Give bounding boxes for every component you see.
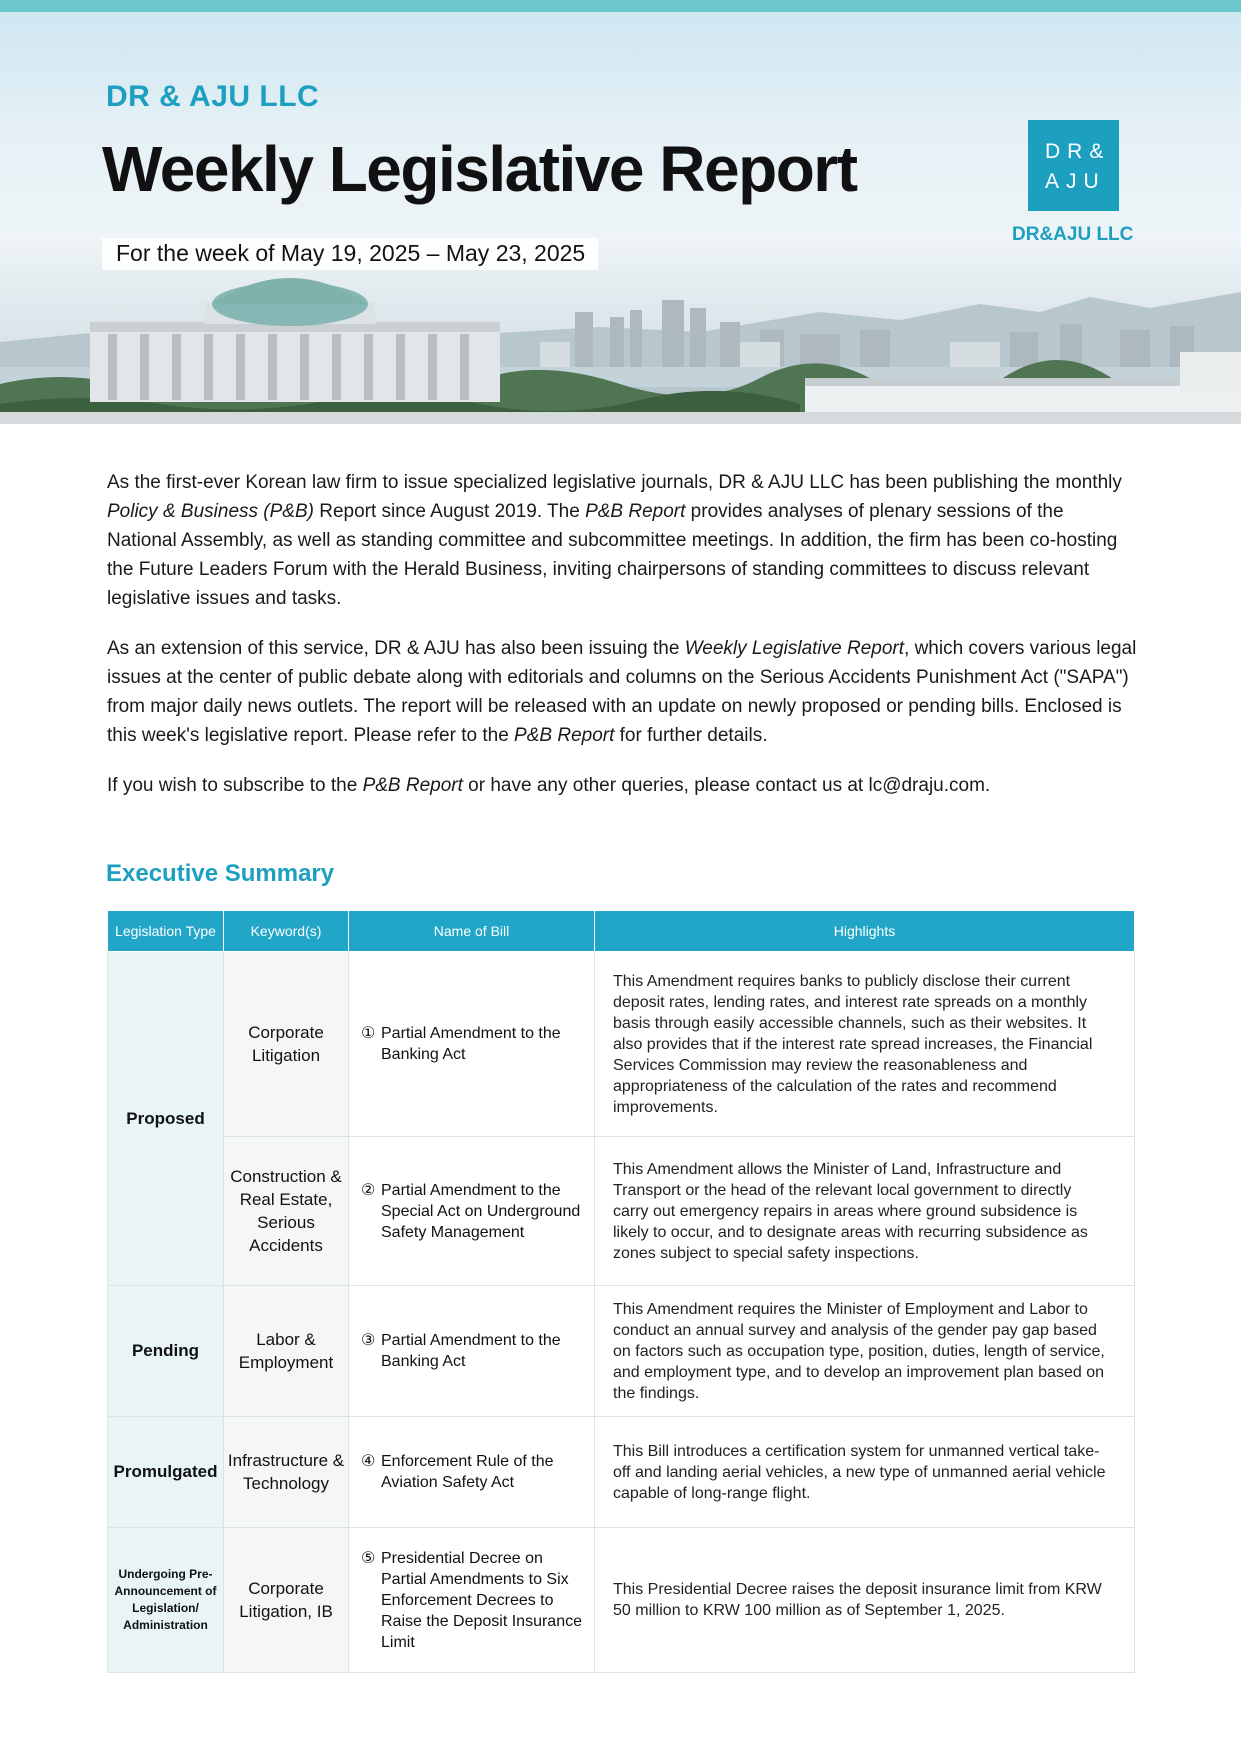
highlight-cell: This Amendment requires the Minister of Employment and Labor to conduct an annual survey and analysis of the gender pay gap based on factors such as occupation type, position, duties, length of service, and employment type, and to develop an improvement plan based on the findings. (595, 1286, 1135, 1417)
bill-name: Partial Amendment to the Banking Act (381, 1332, 561, 1370)
keyword-cell: Corporate Litigation, IB (224, 1528, 349, 1673)
firm-logo (1028, 120, 1119, 211)
report-week: For the week of May 19, 2025 – May 23, 2025 (116, 240, 586, 266)
intro-text (107, 468, 1137, 821)
table-header-row (108, 911, 1135, 952)
bill-number: ③ (361, 1332, 376, 1349)
highlight-cell: This Amendment allows the Minister of Land, Infrastructure and Transport or the head of the relevant local government to directly carry out emergency repairs in areas where ground subsidence is likely to occur, and to designate areas with recurring subsidence as zones subject to special safety inspections. (595, 1137, 1135, 1286)
table-row (108, 1417, 1135, 1528)
header-bill-name: Name of Bill (349, 911, 595, 952)
bill-name: Presidential Decree on Partial Amendments to Six Enforcement Decrees to Raise the Deposit Insurance Limit (381, 1549, 582, 1651)
report-title: Weekly Legislative Report (102, 133, 857, 205)
bill-name: Enforcement Rule of the Aviation Safety Act (381, 1453, 554, 1491)
top-accent-bar (0, 0, 1241, 12)
table-row (108, 1137, 1135, 1286)
intro-paragraph-3: If you wish to subscribe to the P&B Report or have any other queries, please contact us at lc@draju.com. (107, 775, 991, 796)
legislation-type-cell: Pending (108, 1286, 224, 1417)
bill-number: ④ (361, 1453, 376, 1470)
logo-caption: DR&AJU LLC (1012, 224, 1134, 245)
highlight-cell: This Amendment requires banks to publicly disclose their current deposit rates, lending rates, and interest rate spreads on a monthly basis through easily accessible channels, such as their websites. It also provides that if the interest rate spread increases, the Financial Services Commission may review the reasonableness and appropriateness of the calculation of the rates and recommend improvements. (595, 952, 1135, 1137)
executive-summary-title: Executive Summary (106, 860, 335, 887)
logo-line-2: AJU (1045, 170, 1106, 193)
legislation-type-cell: Undergoing Pre-Announcement of Legislation/ Administration (108, 1528, 224, 1673)
keyword-cell: Infrastructure & Technology (224, 1417, 349, 1528)
table-row (108, 1528, 1135, 1673)
header-keywords: Keyword(s) (224, 911, 349, 952)
bill-name-cell (349, 952, 595, 1137)
bill-name: Partial Amendment to the Special Act on Underground Safety Management (381, 1181, 581, 1241)
logo-line-1: DR& (1045, 140, 1111, 163)
bill-number: ① (361, 1025, 376, 1042)
intro-paragraph-2: As an extension of this service, DR & AJU has also been issuing the Weekly Legislative Report, which covers various legal issues at the center of public debate along with editorials and columns on the Serious Accidents Punishment Act ("SAPA") from major daily news outlets. The report will be released with an update on newly proposed or pending bills. Enclosed is this week's legislative report. Please refer to the P&B Report for further details. (107, 638, 1137, 746)
bill-number: ② (361, 1181, 376, 1199)
header-banner (0, 12, 1241, 424)
keyword-cell: Construction & Real Estate, Serious Accidents (224, 1137, 349, 1286)
bill-name-cell (349, 1137, 595, 1286)
keyword-cell: Labor & Employment (224, 1286, 349, 1417)
executive-summary-table (107, 910, 1135, 1673)
city-skyline-image (0, 12, 1241, 424)
legislation-type-cell: Proposed (108, 952, 224, 1286)
header-legislation-type: Legislation Type (108, 911, 224, 952)
bill-name-cell (349, 1528, 595, 1673)
highlight-cell: This Bill introduces a certification system for unmanned vertical take-off and landing aerial vehicles, a new type of unmanned aerial vehicle capable of long-range flight. (595, 1417, 1135, 1528)
intro-paragraph-1: As the first-ever Korean law firm to issue specialized legislative journals, DR & AJU LLC has been publishing the monthly Policy & Business (P&B) Report since August 2019. The P&B Report provides analyses of plenary sessions of the National Assembly, as well as standing committee and subcommittee meetings. In addition, the firm has been co-hosting the Future Leaders Forum with the Herald Business, inviting chairpersons of standing committees to discuss relevant legislative issues and tasks. (107, 472, 1122, 609)
bill-number: ⑤ (361, 1549, 376, 1567)
keyword-cell: Corporate Litigation (224, 952, 349, 1137)
table-row (108, 952, 1135, 1137)
bill-name-cell (349, 1286, 595, 1417)
table-row (108, 1286, 1135, 1417)
bill-name-cell (349, 1417, 595, 1528)
highlight-cell: This Presidential Decree raises the deposit insurance limit from KRW 50 million to KRW 100 million as of September 1, 2025. (595, 1528, 1135, 1673)
bill-name: Partial Amendment to the Banking Act (381, 1025, 561, 1063)
header-highlights: Highlights (595, 911, 1135, 952)
legislation-type-cell: Promulgated (108, 1417, 224, 1528)
firm-name: DR & AJU LLC (106, 80, 320, 113)
